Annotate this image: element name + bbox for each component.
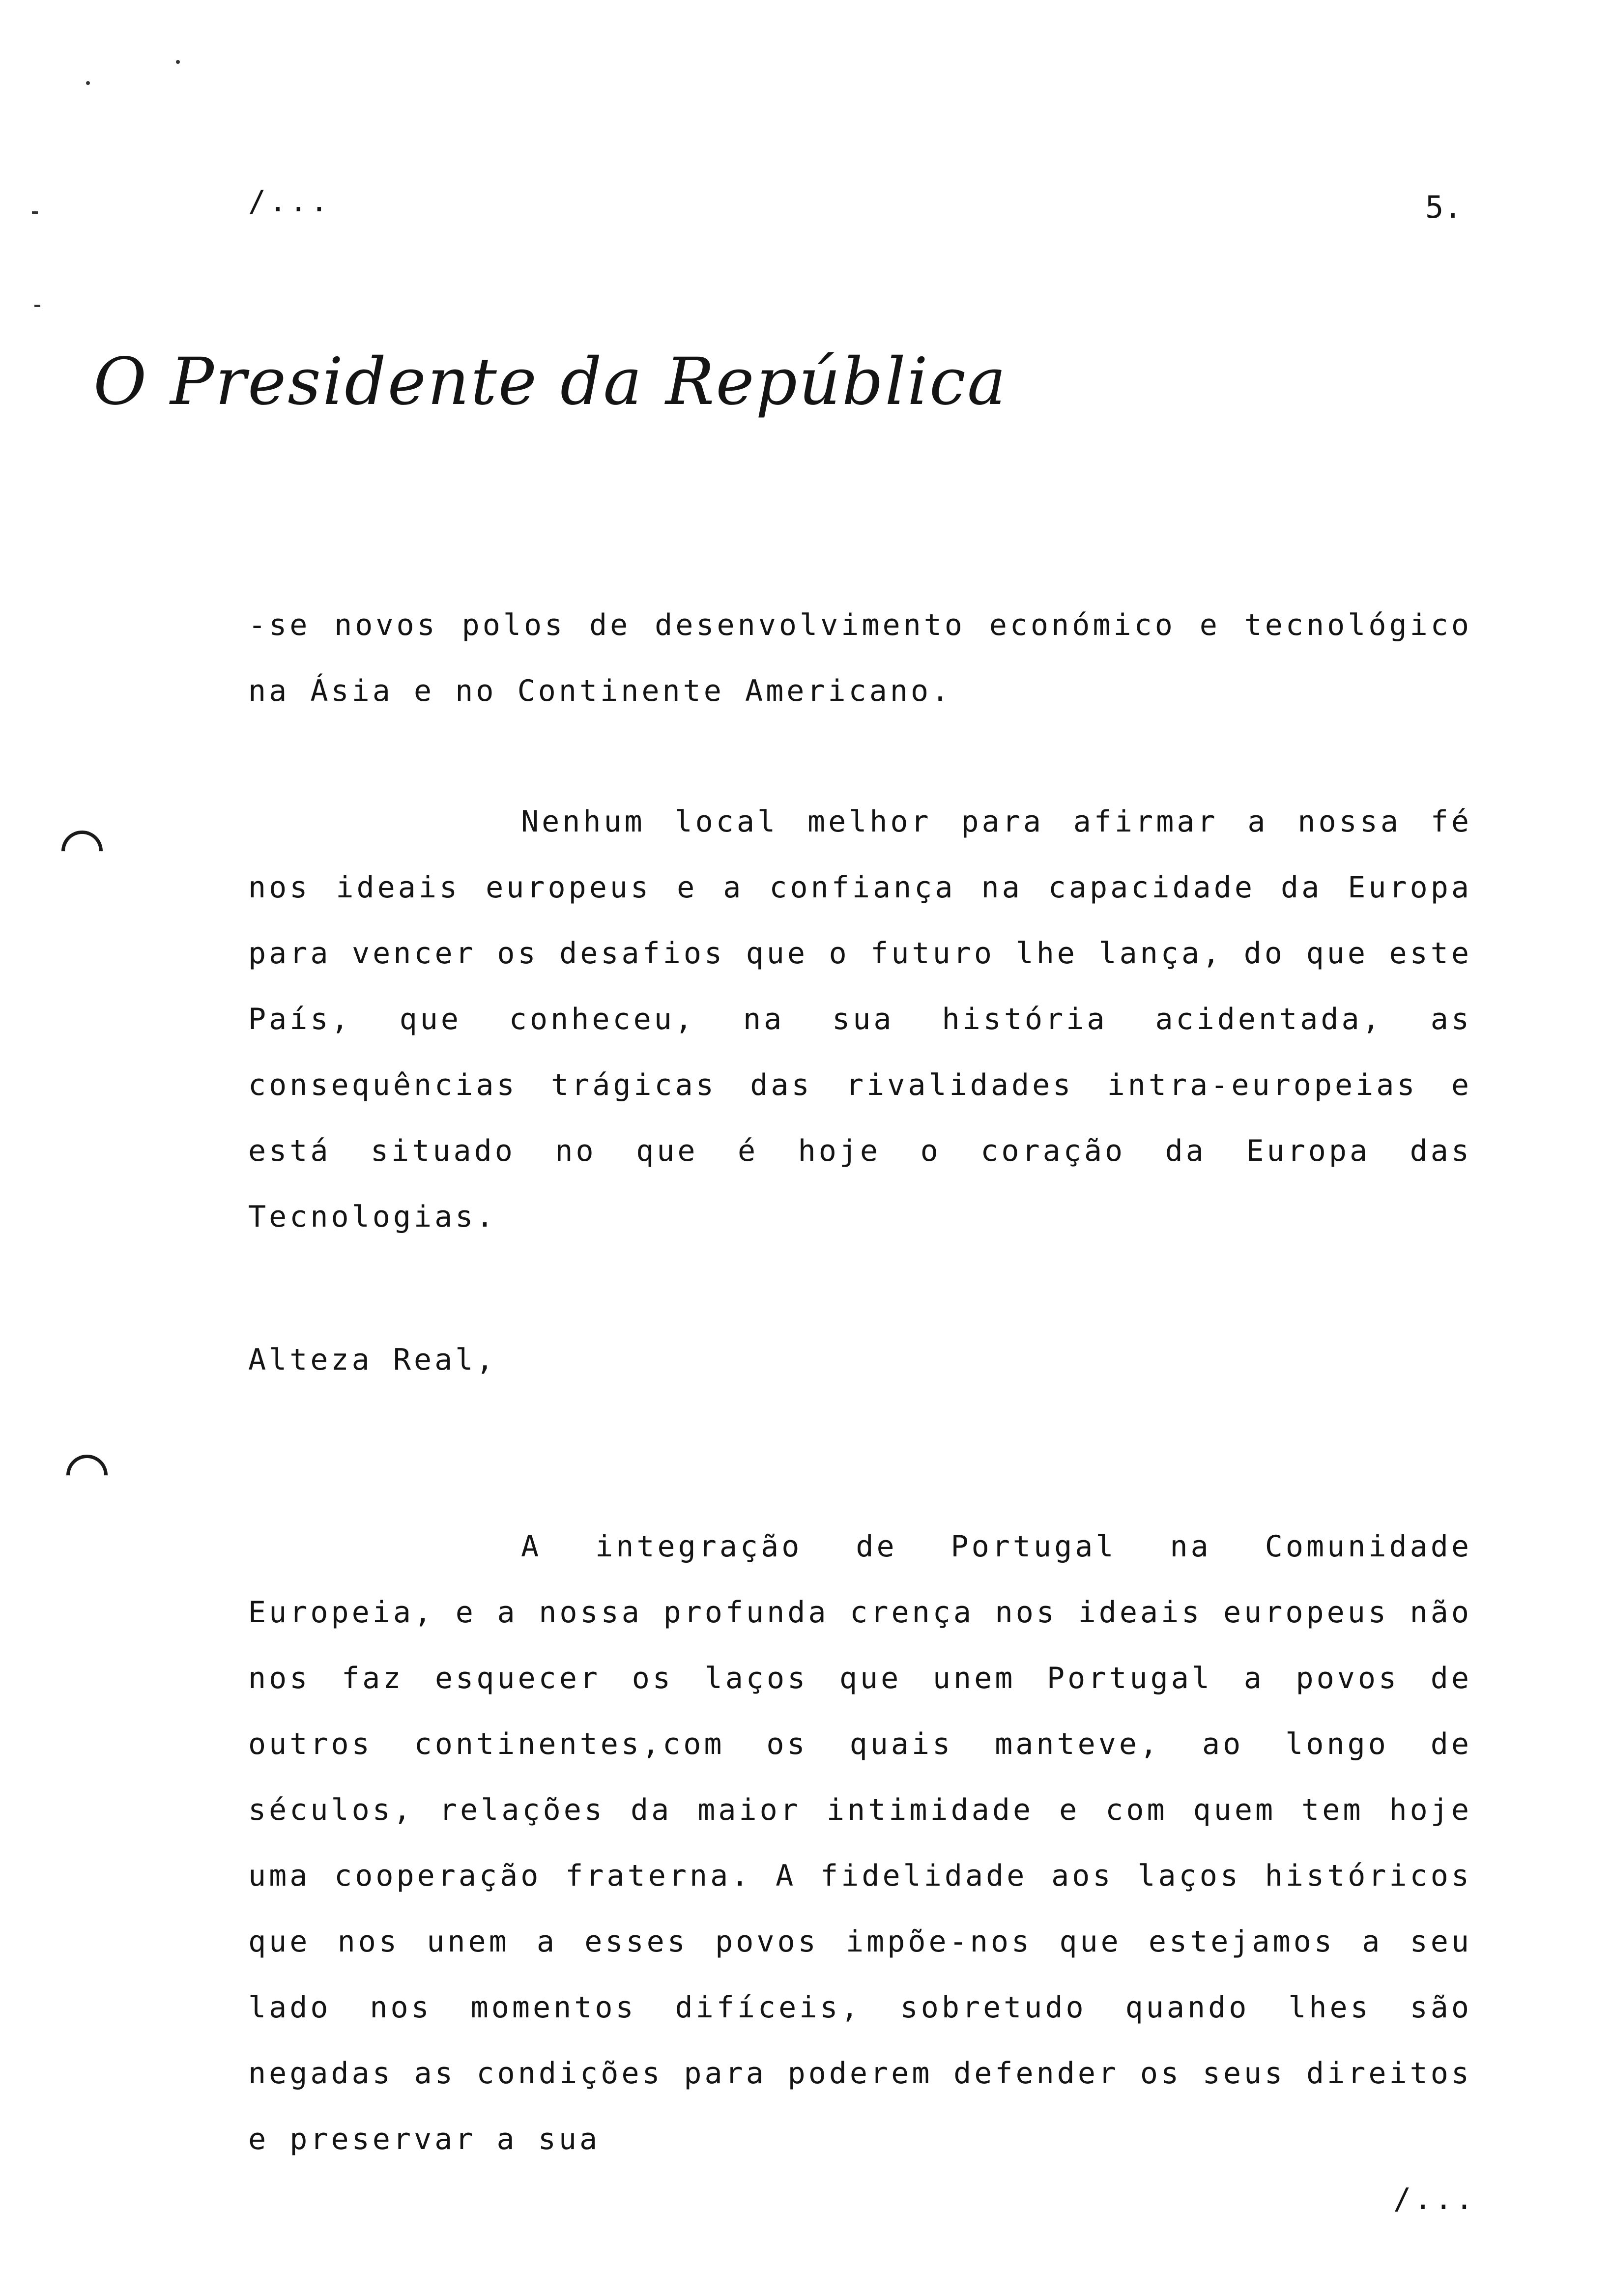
paragraph-portugal: A integração de Portugal na Comunidade Europeia, e a nossa profunda crença nos ideais europeus não nos faz esquecer os laços que unem Portugal a povos de outros continentes,com os quais manteve, ao longo de séculos, relações da maior intimidade e com quem tem hoje uma cooperação fraterna. A fidelidade aos laços históricos que nos unem a esses povos impõe-nos que estejamos a seu lado nos momentos difíceis, sobretudo quando lhes são negadas as condições para poderem defender os seus direitos e preservar a sua	[248, 1529, 1472, 2156]
letterhead-script: O Presidente da República	[93, 344, 1008, 420]
margin-tick	[34, 305, 40, 307]
salutation: Alteza Real,	[248, 1343, 497, 1377]
scan-speck	[86, 81, 90, 85]
scan-speck	[176, 60, 180, 64]
page-number: 5.	[1425, 189, 1462, 225]
continuation-mark-bottom: /...	[1393, 2182, 1476, 2216]
paragraph-continued: -se novos polos de desenvolvimento económico e tecnológico na Ásia e no Continente Americano.	[248, 608, 1472, 708]
punch-hole-mark	[58, 1446, 116, 1505]
paragraph-europe: Nenhum local melhor para afirmar a nossa fé nos ideais europeus e a confiança na capacidade da Europa para vencer os desafios que o futuro lhe lança, do que este País, que conheceu, na sua história acidentada, as consequências trágicas das rivalidades intra-europeias e está situado no que é hoje o coração da Europa das Tecnologias.	[248, 804, 1472, 1234]
punch-hole-mark	[53, 822, 112, 881]
continuation-mark-top: /...	[248, 184, 331, 219]
margin-tick	[32, 211, 38, 214]
